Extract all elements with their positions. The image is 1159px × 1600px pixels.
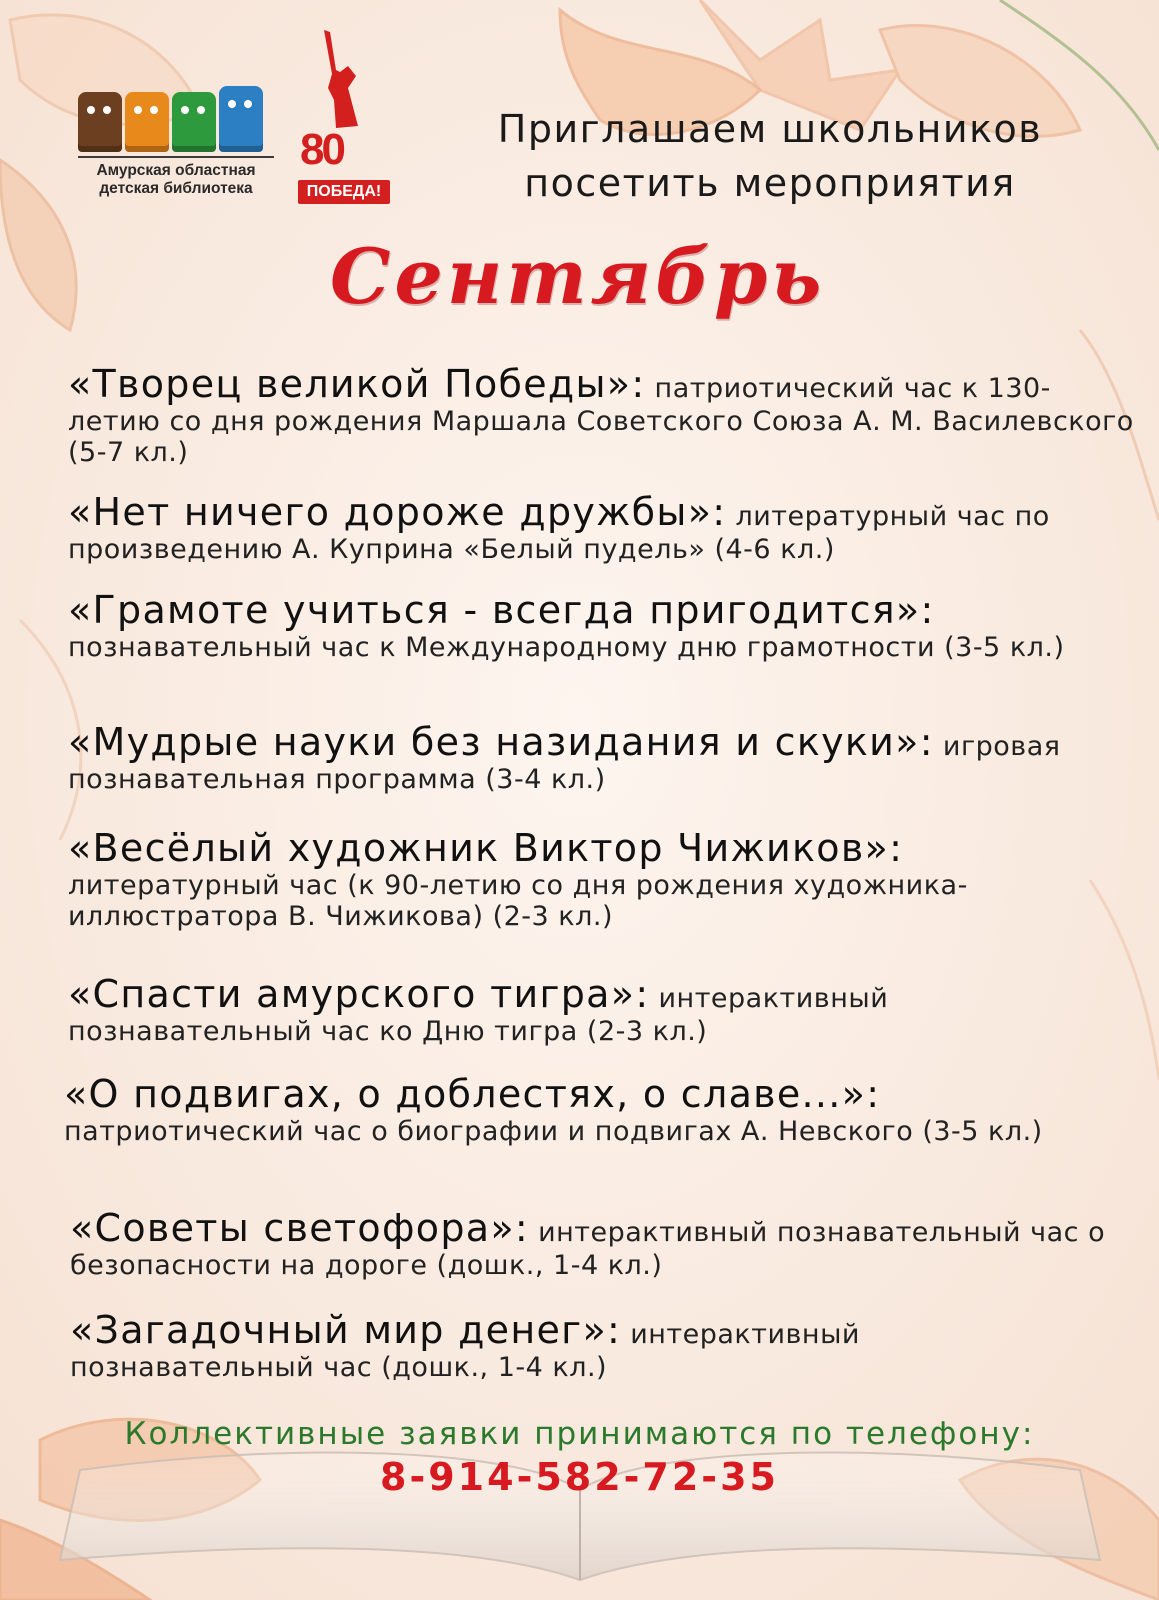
event-title: «Нет ничего дороже дружбы»: xyxy=(68,490,727,534)
event-description: литературный час (к 90-летию со дня рождения художника-иллюстратора В. Чижикова) (2-3 кл.) xyxy=(68,870,968,932)
event-item xyxy=(68,826,1028,932)
event-title: «Творец великой Победы»: xyxy=(68,362,646,406)
event-description: интерактивный познавательный час ко Дню тигра (2-3 кл.) xyxy=(68,983,889,1047)
event-item xyxy=(68,490,1143,565)
footer-note: Коллективные заявки принимаются по телефону: xyxy=(124,1416,1035,1452)
library-logo xyxy=(78,84,274,198)
event-description: интерактивный познавательный час о безопасности на дороге (дошк., 1-4 кл.) xyxy=(70,1217,1106,1281)
event-title: «Загадочный мир денег»: xyxy=(70,1308,622,1352)
event-title: «Грамоте учиться - всегда пригодится»: xyxy=(68,588,935,632)
phone-number: 8-914-582-72-35 xyxy=(380,1455,779,1499)
event-description: интерактивный познавательный час (дошк., 1-4 кл.) xyxy=(70,1319,860,1383)
event-item xyxy=(64,1072,1064,1147)
event-description: патриотический час о биографии и подвигах А. Невского (3-5 кл.) xyxy=(64,1116,1043,1147)
victory-80-badge xyxy=(296,30,396,215)
event-description: патриотический час к 130-летию со дня рождения Маршала Советского Союза А. М. Василевского (5-7 кл.) xyxy=(68,373,1134,468)
contact-footer xyxy=(0,1414,1159,1500)
event-item xyxy=(68,720,1068,795)
event-description: игровая познавательная программа (3-4 кл.) xyxy=(68,731,1061,795)
event-title: «Спасти амурского тигра»: xyxy=(68,972,650,1016)
event-title: «О подвигах, о доблестях, о славе...»: xyxy=(64,1072,881,1116)
month-heading: Сентябрь xyxy=(330,232,826,321)
title-line-1: Приглашаем школьников xyxy=(497,107,1043,151)
event-title: «Советы светофора»: xyxy=(70,1206,529,1250)
motherland-statue-icon xyxy=(296,30,396,140)
page-title xyxy=(420,102,1120,210)
event-title: «Мудрые науки без назидания и скуки»: xyxy=(68,720,934,764)
badge-word: ПОБЕДА! xyxy=(298,180,390,204)
title-line-2: посетить мероприятия xyxy=(524,161,1016,205)
event-title: «Весёлый художник Виктор Чижиков»: xyxy=(68,826,904,870)
event-item xyxy=(70,1308,970,1383)
event-item xyxy=(70,1206,1150,1281)
event-item xyxy=(68,362,1143,468)
logo-caption xyxy=(78,162,274,198)
logo-line-2: детская библиотека xyxy=(99,180,253,197)
logo-line-1: Амурская областная xyxy=(96,162,256,179)
logo-mark-icon xyxy=(78,84,274,152)
event-item xyxy=(68,588,1068,663)
event-item xyxy=(68,972,968,1047)
event-description: познавательный час к Международному дню грамотности (3-5 кл.) xyxy=(68,632,1065,663)
badge-number: 80 xyxy=(300,125,343,174)
event-description: литературный час по произведению А. Куприна «Белый пудель» (4-6 кл.) xyxy=(68,501,1050,565)
